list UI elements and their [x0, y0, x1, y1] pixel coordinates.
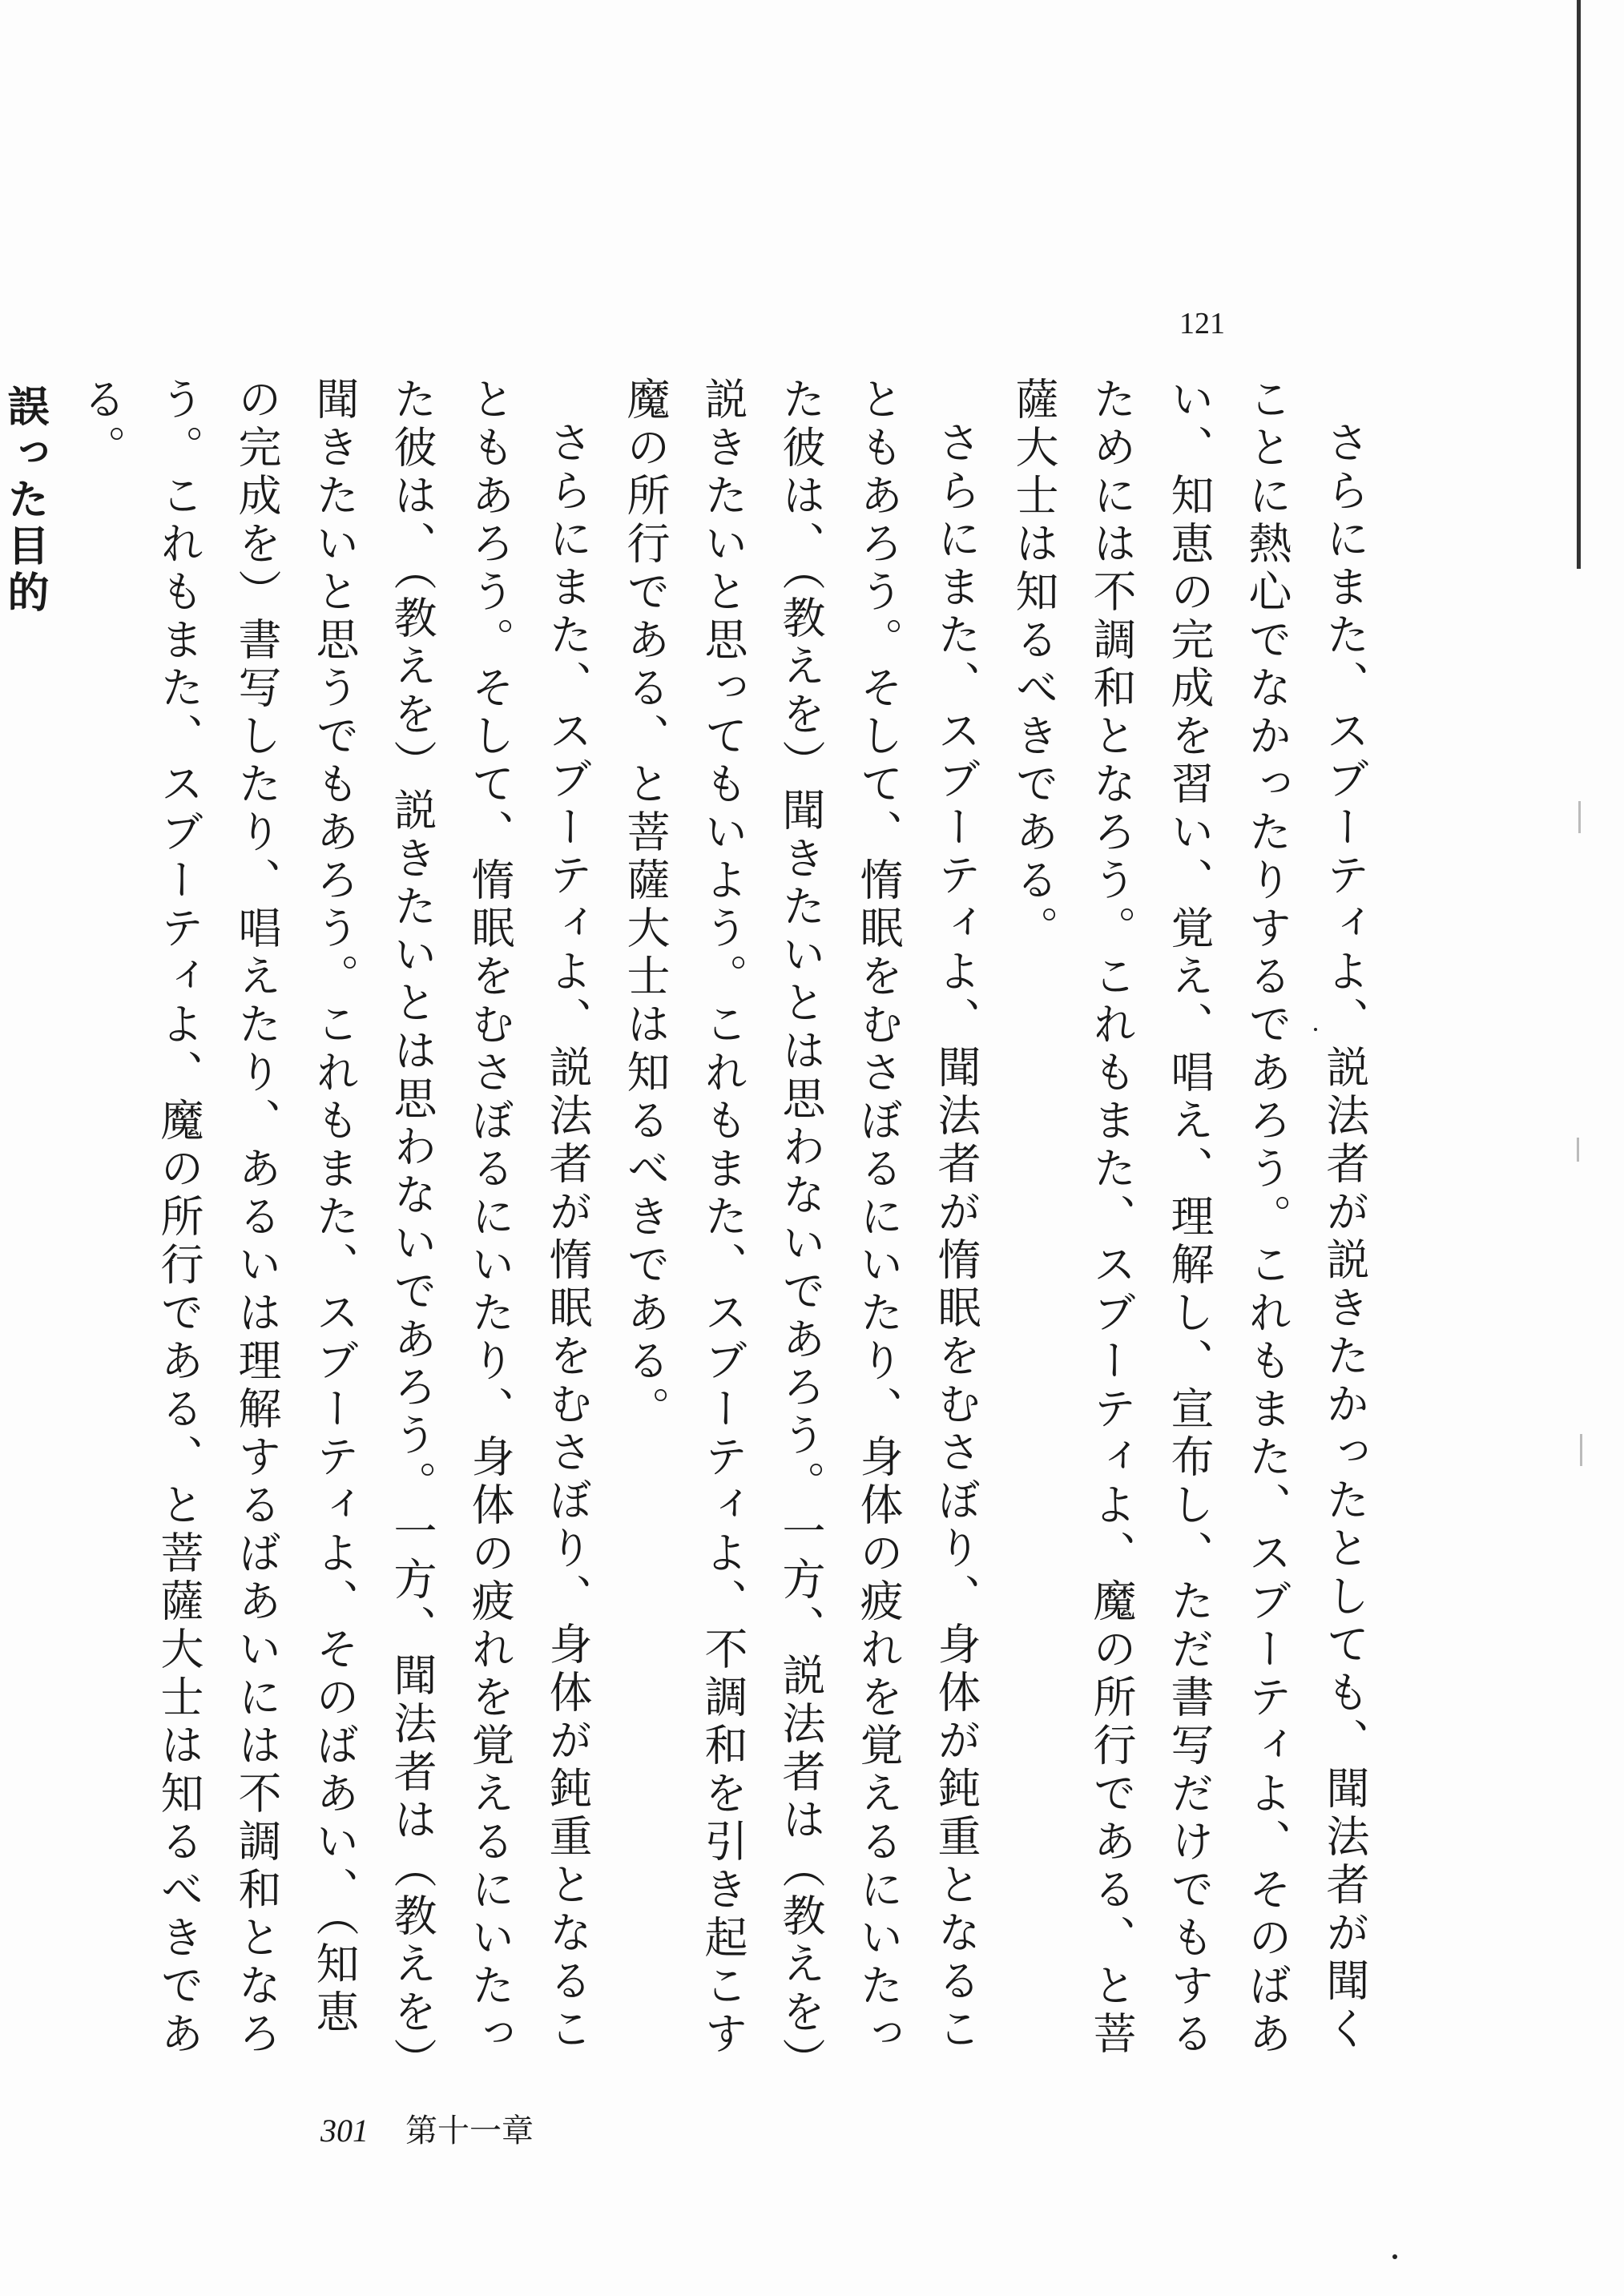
vertical-text-body	[0, 377, 1384, 2075]
paragraph-1: さらにまた、スブーティよ、説法者が説きたかったとしても、聞法者が聞くことに熱心でなかったりするであろう。これもまた、スブーティよ、そのばあい、知恵の完成を習い、覚え、唱え、理解し、宣布し、ただ書写だけでもするためには不調和となろう。これもまた、スブーティよ、魔の所行である、と菩薩大士は知るべきである。	[1009, 377, 1370, 2059]
page-edge-line	[1577, 0, 1581, 569]
edge-mark	[1580, 1434, 1582, 1466]
edge-mark	[1578, 801, 1581, 833]
paragraph-3: さらにまた、スブーティよ、説法者が惰眠をむさぼり、身体が鈍重となることもあろう。そして、惰眠をむさぼるにいたり、身体の疲れを覚えるにいたった彼は、（教えを）説きたいとは思わないであろう。一方、聞法者は（教えを）聞きたいと思うでもあろう。これもまた、スブーティよ、そのばあい、（知恵の完成を）書写したり、唱えたり、あるいは理解するばあいには不調和となろう。これもまた、スブーティよ、魔の所行である、と菩薩大士は知るべきである。	[76, 377, 593, 2064]
reference-number: 121	[1179, 307, 1225, 340]
section-heading: 誤った目的	[0, 385, 48, 618]
page-number: 301	[320, 2113, 369, 2149]
page-footer	[320, 2105, 534, 2151]
edge-mark	[1577, 1138, 1579, 1162]
chapter-label: 第十一章	[405, 2113, 534, 2149]
print-speck	[1392, 2254, 1397, 2259]
print-speck	[1314, 1028, 1317, 1031]
paragraph-2: さらにまた、スブーティよ、聞法者が惰眠をむさぼり、身体が鈍重となることもあろう。そして、惰眠をむさぼるにいたり、身体の疲れを覚えるにいたった彼は、（教えを）聞きたいとは思わないであろう。一方、説法者は（教えを）説きたいと思ってもいよう。これもまた、スブーティよ、不調和を引き起こす魔の所行である、と菩薩大士は知るべきである。	[620, 377, 981, 2064]
